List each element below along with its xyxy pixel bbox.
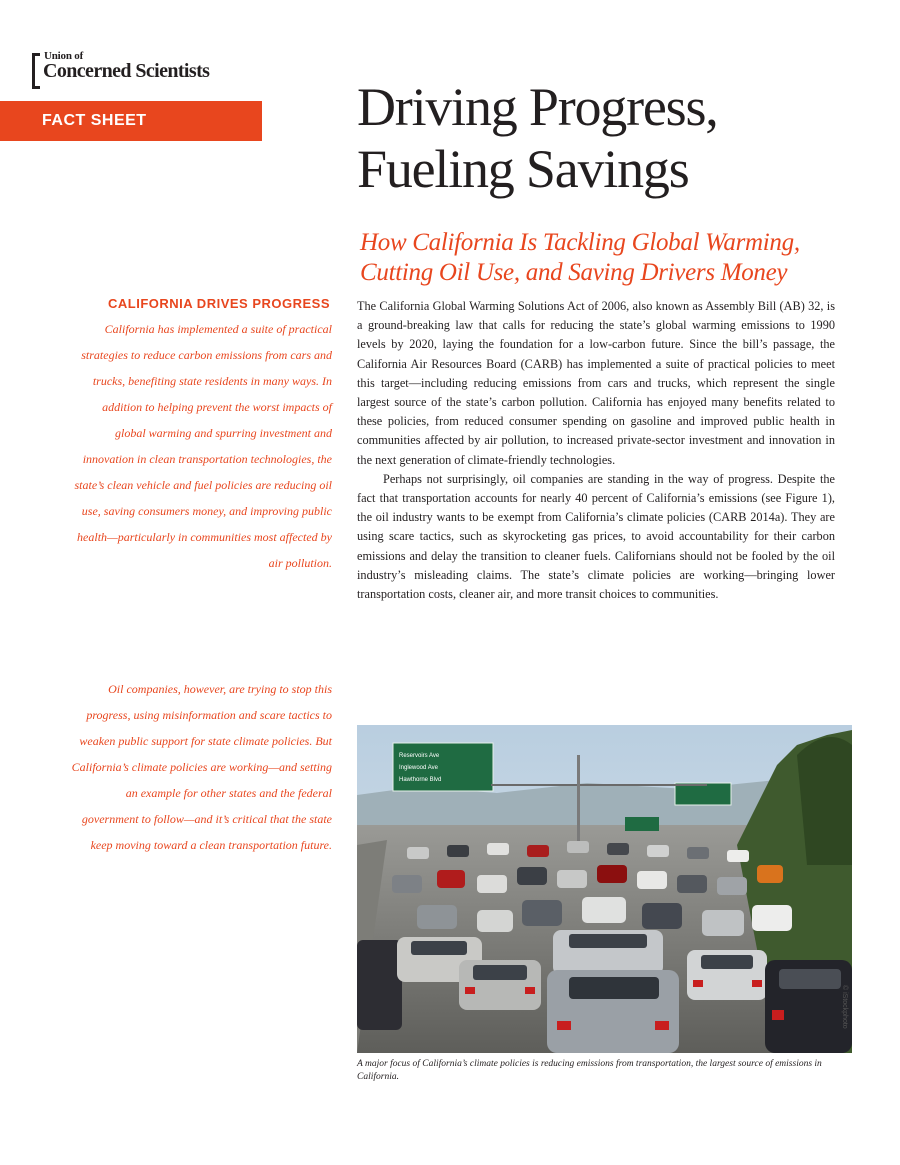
sign-text-3: Hawthorne Blvd xyxy=(399,777,442,783)
logo-line-2: Concerned Scientists xyxy=(43,60,210,82)
photo-credit: © iStockphoto xyxy=(841,985,848,1029)
freeway-illustration xyxy=(357,725,852,1053)
overhead-sign-far xyxy=(625,817,659,831)
title-line-1: Driving Progress, xyxy=(357,77,718,137)
subtitle-line-1: How California Is Tackling Global Warming, xyxy=(360,229,800,256)
fact-sheet-banner: FACT SHEET xyxy=(0,101,262,141)
ucs-logo xyxy=(32,47,272,87)
body-paragraph-2: Perhaps not surprisingly, oil companies are standing in the way of progress. Despite the fact that transportation accounts for nearly 40 percent of California’s emissions (see Figure 1), the oil industry wants to be exempt from California’s climate policies (CARB 2014a). They are using scare tactics, such as skyrocketing gas prices, to avoid accountability for their carbon emissions and delay the transition to cleaner fuels. Californians should not be fooled by the oil industry’s misleading claims. The state’s climate policies are working—bringing lower transportation costs, cleaner air, and more transit choices to communities. xyxy=(357,471,835,602)
page-subtitle xyxy=(360,228,870,288)
sidebar-pullquote-1: California has implemented a suite of practical strategies to reduce carbon emissions from cars and trucks, benefiting state residents in many ways. In addition to helping prevent the worst impacts of global warming and spurring investment and innovation in clean transportation technologies, the state’s clean vehicle and fuel policies are reducing oil use, saving consumers money, and improving public health—particularly in communities most affected by air pollution. xyxy=(74,322,332,570)
logo-line-1: Union of xyxy=(44,50,84,62)
sign-text-2: Inglewood Ave xyxy=(399,765,438,771)
body-text xyxy=(357,297,835,604)
sign-text-1: Reservoirs Ave xyxy=(399,753,440,759)
logo-bracket xyxy=(32,53,40,89)
sidebar-heading: CALIFORNIA DRIVES PROGRESS xyxy=(108,296,330,311)
title-line-2: Fueling Savings xyxy=(357,139,689,199)
light-pole xyxy=(577,755,580,845)
sidebar-pullquote-2: Oil companies, however, are trying to stop this progress, using misinformation and scare tactics to weaken public support for state climate policies. But California’s climate policies are working—and setting an example for other states and the federal government to follow—and it’s critical that the state keep moving toward a clean transportation future. xyxy=(71,682,332,852)
photo-caption: A major focus of California’s climate policies is reducing emissions from transportation, the largest source of emissions in California. xyxy=(357,1059,822,1082)
body-paragraph-1: The California Global Warming Solutions Act of 2006, also known as Assembly Bill (AB) 32, is a ground-breaking law that calls for reducing the state’s global warming emissions to 1990 levels by 2020, laying the foundation for a low-carbon future. Since the bill’s passage, the California Air Resources Board (CARB) has implemented a suite of practical policies to meet this target—including reducing emissions from cars and trucks, which represent the single largest source of the state’s carbon pollution. California has enjoyed many benefits related to these policies, from reduced consumer spending on gasoline and improved public health in communities affected by air pollution, to increased private-sector investment and innovation in the next generation of climate-friendly technologies. xyxy=(357,299,835,467)
freeway-traffic-photo xyxy=(357,725,852,1053)
subtitle-line-2: Cutting Oil Use, and Saving Drivers Money xyxy=(360,259,788,286)
overhead-sign-right xyxy=(675,783,731,805)
page-title xyxy=(357,76,877,200)
